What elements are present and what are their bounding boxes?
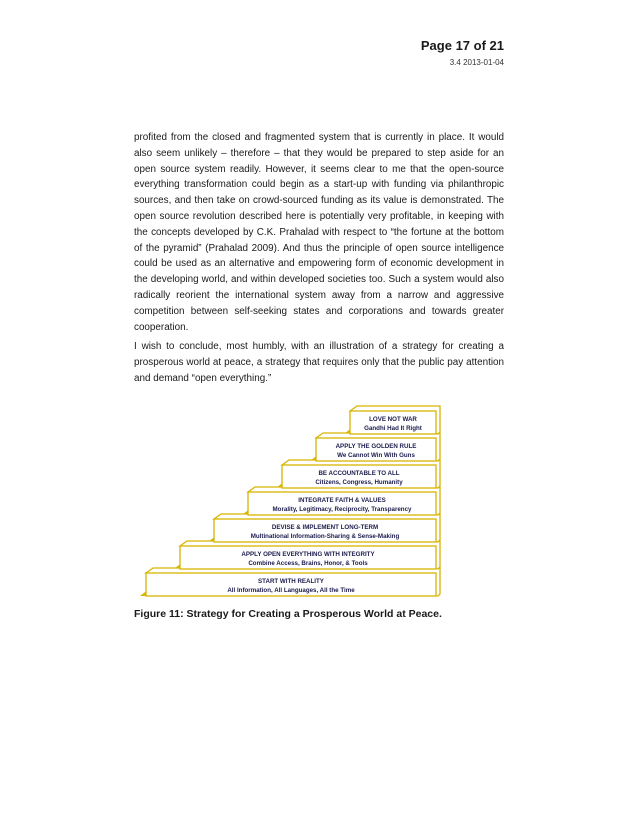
paragraph: I wish to conclude, most humbly, with an illustration of a strategy for creating a prosperous world at peace, a strategy that requires only that the public pay attention and demand “open everything.”: [134, 341, 504, 384]
step-subtitle: Morality, Legitimacy, Reciprocity, Transparency: [272, 506, 412, 513]
step-title: DEVISE & IMPLEMENT LONG-TERM: [271, 524, 379, 531]
step-title: INTEGRATE FAITH & VALUES: [298, 497, 386, 504]
stair-step: [350, 406, 440, 434]
step-title: APPLY THE GOLDEN RULE: [335, 443, 417, 450]
page-number: Page 17 of 21: [420, 38, 504, 53]
page-header: [421, 38, 504, 67]
step-title: APPLY OPEN EVERYTHING WITH INTEGRITY: [241, 551, 375, 558]
paragraph: profited from the closed and fragmented system that is currently in place. It would also seem unlikely – therefore – that they would be prepared to step aside for an open source system readily. However, it seems clear to me that the open-source everything transformation could begin as a start-up with funding via philanthropic sources, and then take on crowd-sourced funding as its value is demonstrated. The open source revolution described here is potentially very profitable, in keeping with the concepts developed by C.K. Prahalad with respect to “the fortune at the bottom of the pyramid” (Prahalad 2009). And thus the principle of open source intelligence could be used as an alternative and empowering form of economic development in the developing world, and within developed societies too. Such a system would also radically reorient the international system away from a narrow and aggressive competition between self-seeking states and corporations and towards greater cooperation.: [134, 132, 504, 333]
stair-step: [248, 487, 440, 515]
step-subtitle: We Cannot Win With Guns: [337, 452, 415, 459]
stair-step: [180, 541, 440, 569]
step-subtitle: Multinational Information-Sharing & Sense-Making: [250, 533, 400, 540]
figure-caption: Figure 11: Strategy for Creating a Prosperous World at Peace.: [134, 608, 442, 620]
stair-step: [214, 514, 440, 542]
staircase-diagram: [138, 384, 448, 598]
document-version: 3.4 2013-01-04: [449, 58, 504, 67]
staircase-figure: [138, 384, 448, 598]
step-subtitle: Combine Access, Brains, Honor, & Tools: [248, 560, 368, 567]
step-subtitle: Citizens, Congress, Humanity: [315, 479, 403, 486]
step-title: LOVE NOT WAR: [369, 416, 417, 423]
stair-step: [316, 433, 440, 461]
step-subtitle: Gandhi Had It Right: [364, 425, 422, 432]
step-subtitle: All Information, All Languages, All the Time: [227, 587, 355, 594]
step-title: START WITH REALITY: [258, 578, 324, 585]
stair-step: [146, 568, 440, 596]
stair-step: [282, 460, 440, 488]
body-text: [134, 130, 504, 391]
step-title: BE ACCOUNTABLE TO ALL: [318, 470, 400, 477]
